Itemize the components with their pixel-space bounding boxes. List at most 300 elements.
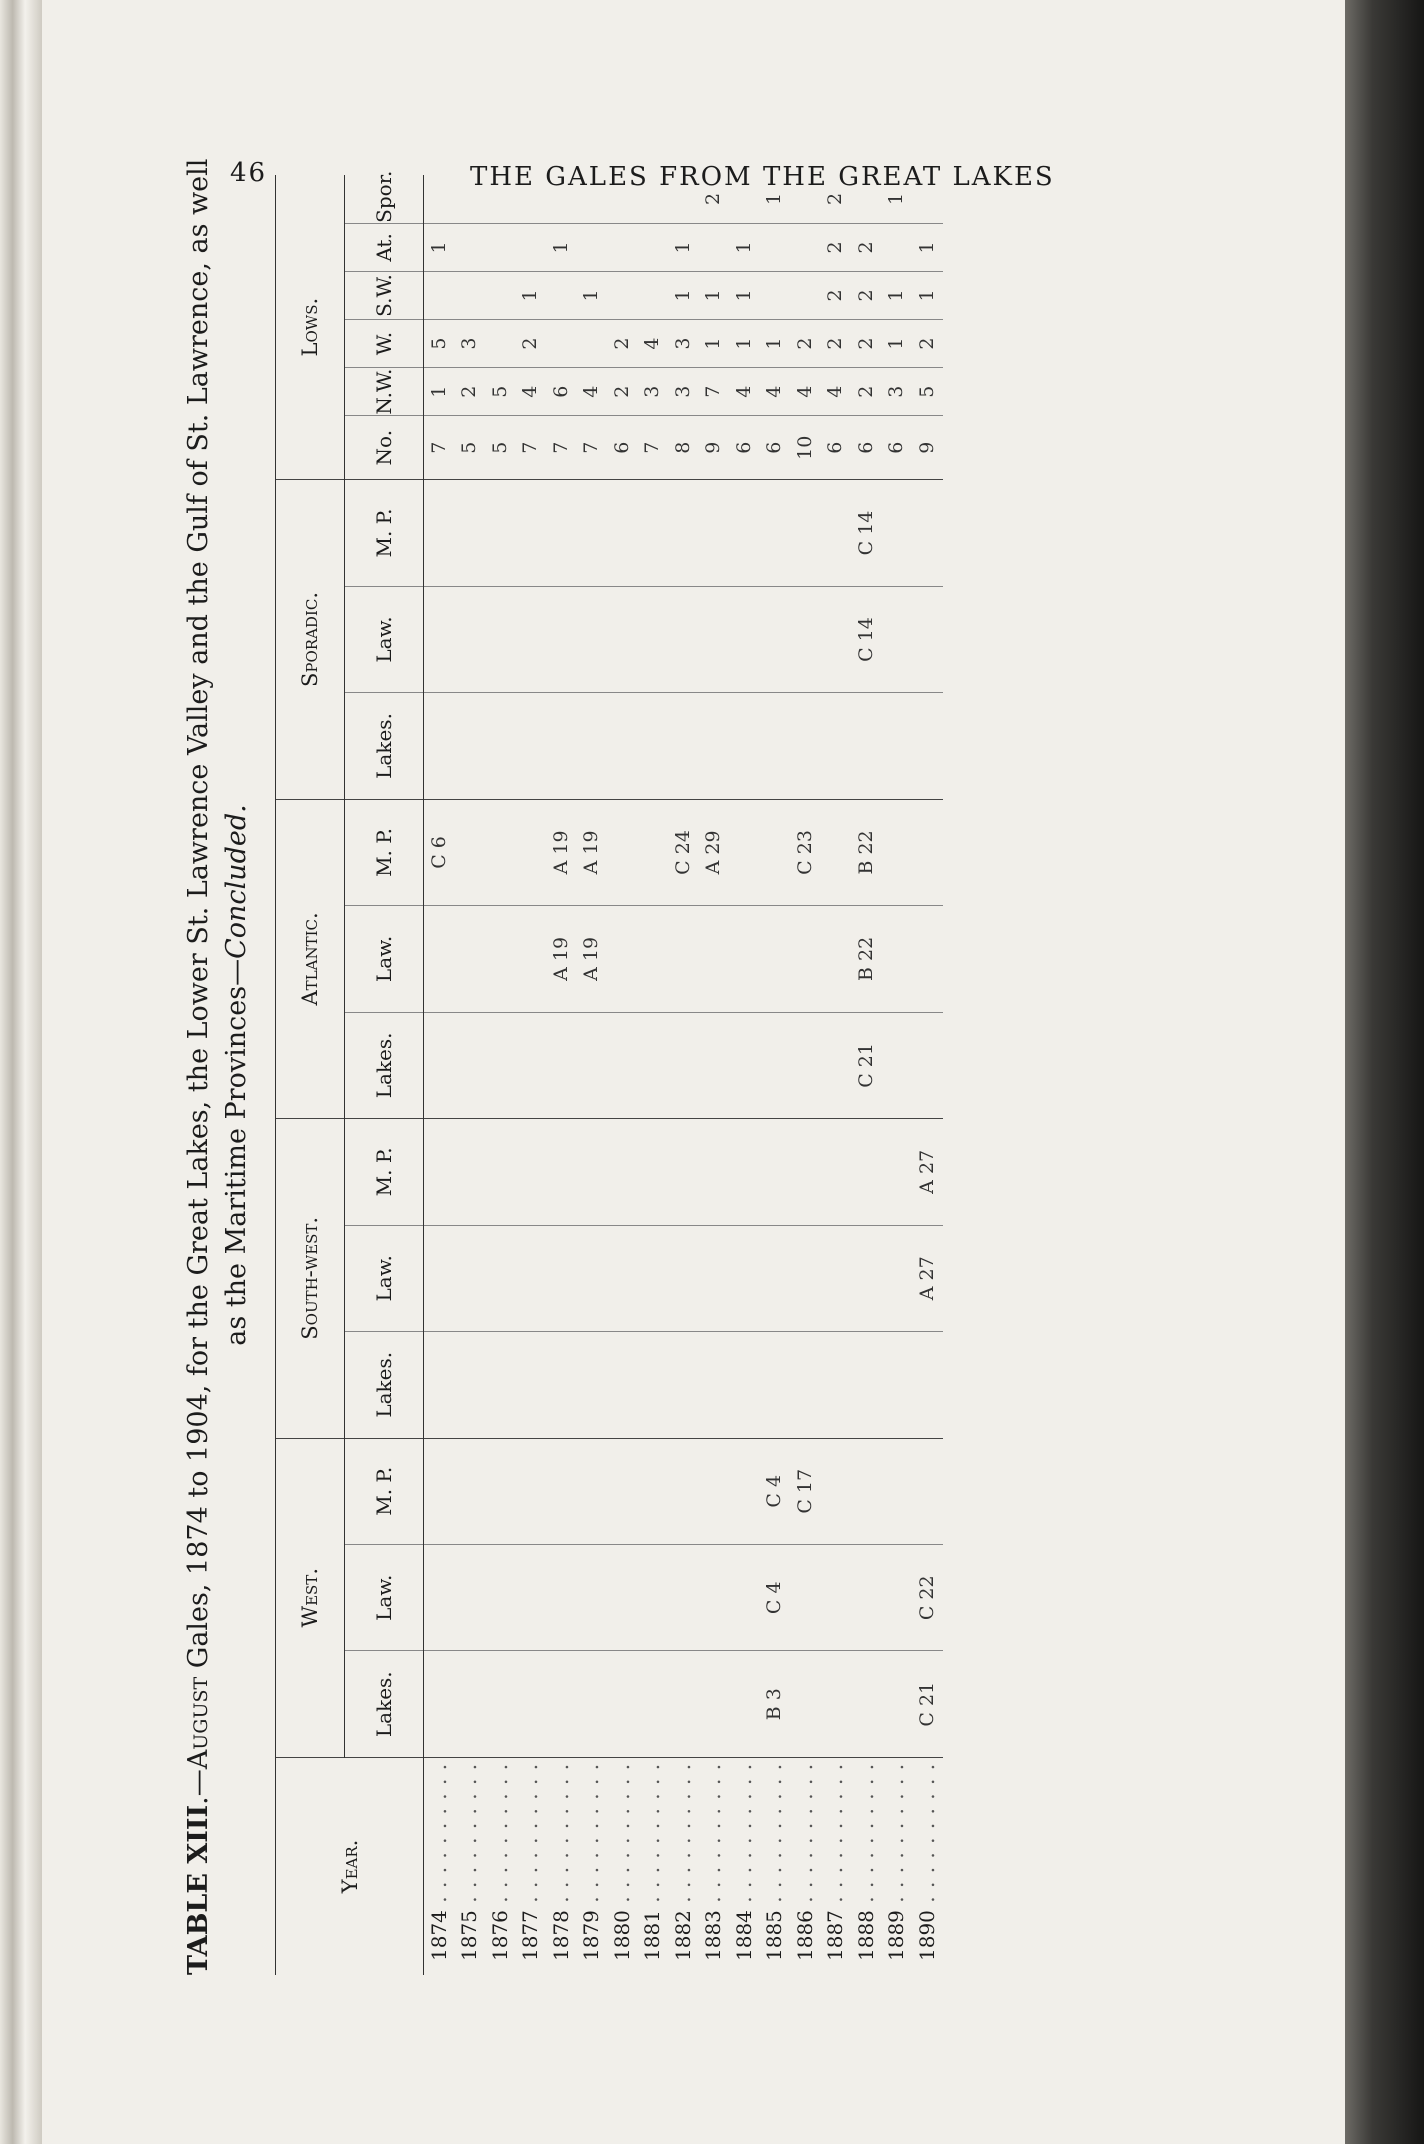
table-cell: 4: [821, 368, 852, 416]
table-cell: 3: [882, 368, 913, 416]
table-cell: [668, 1651, 699, 1757]
table-cell: [790, 586, 821, 692]
table-cell: [882, 586, 913, 692]
table-cell: C 22: [912, 1545, 943, 1651]
table-cell: 3: [668, 368, 699, 416]
table-cell: [760, 271, 791, 319]
table-cell: [607, 693, 638, 799]
table-cell: 1: [668, 223, 699, 271]
table-cell: [485, 586, 516, 692]
table-cell: [729, 1332, 760, 1438]
table-cell: 5: [424, 320, 455, 368]
table-cell: 3: [668, 320, 699, 368]
table-cell: [455, 223, 486, 271]
page-number: 46: [230, 158, 268, 188]
subheader-south-west-law: Law.: [345, 1225, 424, 1331]
table-cell: B 22: [851, 906, 882, 1012]
table-cell: B 3: [760, 1651, 791, 1757]
table-cell: [729, 1119, 760, 1225]
table-cell: [699, 906, 730, 1012]
subheader-atlantic-lakes: Lakes.: [345, 1012, 424, 1118]
table-cell: 1: [882, 271, 913, 319]
table-cell: [851, 175, 882, 223]
table-cell: [546, 1332, 577, 1438]
table-cell: [607, 223, 638, 271]
rotated-table-block: [180, 158, 1260, 1975]
table-cell: 1: [760, 320, 791, 368]
table-cell: [699, 1651, 730, 1757]
table-cell: 3: [638, 368, 669, 416]
table-cell: [546, 271, 577, 319]
table-cell: [760, 1225, 791, 1331]
subheader-lows-sw: S.W.: [345, 271, 424, 319]
table-cell: [729, 175, 760, 223]
table-cell: 9: [912, 416, 943, 480]
table-cell: [851, 1545, 882, 1651]
year-cell: 1884 . . .: [729, 1757, 760, 1975]
table-cell: 4: [790, 368, 821, 416]
table-cell: [577, 1225, 608, 1331]
table-cell: 1: [882, 175, 913, 223]
table-cell: C 21: [851, 1012, 882, 1118]
table-cell: 2: [821, 320, 852, 368]
table-cell: [821, 1332, 852, 1438]
table-cell: 2: [607, 320, 638, 368]
table-cell: [424, 1545, 455, 1651]
table-row: [729, 175, 760, 1975]
table-cell: 8: [668, 416, 699, 480]
year-cell: 1874 . . .: [424, 1757, 455, 1975]
table-cell: [638, 1012, 669, 1118]
table-cell: 6: [821, 416, 852, 480]
table-cell: [729, 1012, 760, 1118]
table-cell: [638, 1332, 669, 1438]
table-cell: 2: [790, 320, 821, 368]
table-cell: [485, 480, 516, 586]
table-cell: 5: [485, 416, 516, 480]
table-cell: [485, 799, 516, 905]
table-cell: 1: [424, 368, 455, 416]
table-cell: 4: [577, 368, 608, 416]
table-cell: 2: [516, 320, 547, 368]
table-number: TABLE XIII: [183, 1804, 214, 1975]
table-cell: [424, 175, 455, 223]
table-cell: 4: [516, 368, 547, 416]
table-cell: 1: [546, 223, 577, 271]
table-cell: [516, 1651, 547, 1757]
table-cell: C 4: [760, 1438, 791, 1545]
table-row: [577, 175, 608, 1975]
year-cell: 1882 . . .: [668, 1757, 699, 1975]
table-cell: [455, 271, 486, 319]
table-cell: 1: [424, 223, 455, 271]
table-cell: [882, 480, 913, 586]
table-cell: [516, 480, 547, 586]
page-header-title: THE GALES FROM THE GREAT LAKES: [470, 162, 1055, 192]
table-cell: A 19: [546, 906, 577, 1012]
table-cell: [790, 1225, 821, 1331]
table-cell: [424, 271, 455, 319]
table-cell: [455, 1225, 486, 1331]
table-cell: C 4: [760, 1545, 791, 1651]
table-cell: [424, 1225, 455, 1331]
table-cell: [424, 693, 455, 799]
table-cell: [668, 175, 699, 223]
table-cell: 2: [851, 320, 882, 368]
year-cell: 1888 . . .: [851, 1757, 882, 1975]
table-cell: [546, 480, 577, 586]
subheader-west-mp: M. P.: [345, 1438, 424, 1545]
table-cell: [607, 175, 638, 223]
table-cell: [546, 1225, 577, 1331]
table-cell: [821, 906, 852, 1012]
year-cell: 1881 . . .: [638, 1757, 669, 1975]
table-cell: [851, 693, 882, 799]
table-cell: [882, 223, 913, 271]
table-cell: C 21: [912, 1651, 943, 1757]
table-cell: [485, 906, 516, 1012]
table-cell: [912, 586, 943, 692]
table-cell: [455, 799, 486, 905]
table-cell: [455, 1119, 486, 1225]
table-cell: [577, 1119, 608, 1225]
table-cell: 2: [821, 175, 852, 223]
table-cell: 2: [607, 368, 638, 416]
table-cell: [699, 586, 730, 692]
table-cell: 5: [912, 368, 943, 416]
table-cell: 9: [699, 416, 730, 480]
table-row: [912, 175, 943, 1975]
table-cell: [607, 1119, 638, 1225]
table-cell: [424, 1438, 455, 1545]
table-cell: [790, 693, 821, 799]
table-cell: [729, 1438, 760, 1545]
group-header-west: West.: [276, 1438, 345, 1757]
subheader-sporadic-lakes: Lakes.: [345, 693, 424, 799]
table-cell: [760, 906, 791, 1012]
table-cell: A 29: [699, 799, 730, 905]
table-head: [276, 170, 424, 1975]
table-cell: [424, 1651, 455, 1757]
table-cell: A 19: [546, 799, 577, 905]
table-cell: [485, 1545, 516, 1651]
table-cell: [607, 1545, 638, 1651]
table-cell: 6: [882, 416, 913, 480]
table-cell: [516, 223, 547, 271]
table-row: [668, 175, 699, 1975]
table-cell: [821, 1651, 852, 1757]
table-cell: 7: [516, 416, 547, 480]
table-body: [424, 175, 943, 1975]
table-cell: 1: [668, 271, 699, 319]
subheader-lows-at: At.: [345, 223, 424, 271]
table-cell: C 6: [424, 799, 455, 905]
table-cell: [760, 223, 791, 271]
table-cell: [485, 320, 516, 368]
table-cell: [455, 175, 486, 223]
table-cell: [699, 480, 730, 586]
table-cell: 7: [577, 416, 608, 480]
table-cell: [638, 480, 669, 586]
table-cell: [577, 586, 608, 692]
table-cell: [668, 1225, 699, 1331]
table-cell: [485, 1012, 516, 1118]
table-cell: [638, 223, 669, 271]
table-cell: 7: [638, 416, 669, 480]
table-cell: [912, 906, 943, 1012]
subheader-south-west-lakes: Lakes.: [345, 1332, 424, 1438]
table-cell: [516, 693, 547, 799]
table-cell: [455, 906, 486, 1012]
table-cell: [455, 480, 486, 586]
table-cell: [760, 1332, 791, 1438]
subheader-sporadic-law: Law.: [345, 586, 424, 692]
table-cell: [424, 906, 455, 1012]
year-header: Year.: [276, 1757, 424, 1975]
table-cell: [821, 1225, 852, 1331]
table-cell: [882, 1438, 913, 1545]
caption-month: August: [183, 1676, 214, 1770]
table-cell: C 14: [851, 586, 882, 692]
table-cell: 2: [851, 368, 882, 416]
table-row: [546, 175, 577, 1975]
table-cell: 1: [577, 271, 608, 319]
table-row: [516, 175, 547, 1975]
subheader-row: [345, 175, 424, 1975]
table-cell: 2: [851, 223, 882, 271]
table-row: [607, 175, 638, 1975]
table-cell: [790, 480, 821, 586]
table-cell: [485, 1332, 516, 1438]
table-cell: 5: [455, 416, 486, 480]
table-cell: 1: [729, 223, 760, 271]
table-cell: [485, 1651, 516, 1757]
year-cell: 1885 . . .: [760, 1757, 791, 1975]
table-cell: 1: [729, 320, 760, 368]
table-cell: [760, 480, 791, 586]
table-cell: [790, 1119, 821, 1225]
table-cell: [729, 1225, 760, 1331]
table-cell: [485, 1119, 516, 1225]
table-cell: 2: [699, 175, 730, 223]
table-cell: [729, 693, 760, 799]
table-cell: [638, 175, 669, 223]
year-cell: 1887 . . .: [821, 1757, 852, 1975]
table-cell: [455, 586, 486, 692]
table-cell: [607, 906, 638, 1012]
table-cell: [668, 1545, 699, 1651]
table-cell: [699, 1545, 730, 1651]
table-row: [424, 175, 455, 1975]
year-cell: 1877 . . .: [516, 1757, 547, 1975]
book-binding-shadow: [1345, 0, 1424, 2144]
year-cell: 1879 . . .: [577, 1757, 608, 1975]
table-cell: 1: [912, 271, 943, 319]
table-cell: [882, 1651, 913, 1757]
table-cell: [699, 1332, 730, 1438]
table-cell: [546, 586, 577, 692]
table-cell: [699, 1225, 730, 1331]
table-cell: [485, 175, 516, 223]
table-cell: [638, 271, 669, 319]
table-cell: [821, 1119, 852, 1225]
table-cell: [851, 1651, 882, 1757]
table-cell: [607, 586, 638, 692]
table-cell: B 22: [851, 799, 882, 905]
year-cell: 1890 . . .: [912, 1757, 943, 1975]
table-cell: [699, 1438, 730, 1545]
table-cell: 3: [455, 320, 486, 368]
table-cell: [729, 906, 760, 1012]
group-header-lows: Lows.: [276, 175, 345, 480]
table-cell: [912, 1012, 943, 1118]
table-row: [760, 175, 791, 1975]
subheader-lows-w: W.: [345, 320, 424, 368]
table-cell: [638, 1438, 669, 1545]
subheader-west-lakes: Lakes.: [345, 1651, 424, 1757]
table-cell: [638, 586, 669, 692]
table-cell: [546, 320, 577, 368]
table-cell: [638, 1651, 669, 1757]
table-cell: [668, 1012, 699, 1118]
table-cell: A 27: [912, 1225, 943, 1331]
table-cell: [577, 480, 608, 586]
table-cell: [638, 906, 669, 1012]
table-cell: 2: [851, 271, 882, 319]
table-cell: [485, 1438, 516, 1545]
table-cell: [638, 1545, 669, 1651]
caption-line-1: [180, 158, 218, 1975]
year-cell: 1875 . . .: [455, 1757, 486, 1975]
table-cell: [729, 1651, 760, 1757]
table-cell: [729, 480, 760, 586]
table-cell: [546, 1545, 577, 1651]
year-cell: 1889 . . .: [882, 1757, 913, 1975]
page-edge-left: [0, 0, 42, 2144]
year-cell: 1878 . . .: [546, 1757, 577, 1975]
table-cell: [577, 1651, 608, 1757]
subheader-lows-spor: Spor.: [345, 175, 424, 223]
table-cell: [668, 1438, 699, 1545]
table-cell: [851, 1438, 882, 1545]
table-cell: A 19: [577, 906, 608, 1012]
year-cell: 1876 . . .: [485, 1757, 516, 1975]
table-cell: [882, 1332, 913, 1438]
table-cell: [424, 1332, 455, 1438]
table-cell: 1: [516, 271, 547, 319]
table-cell: 6: [851, 416, 882, 480]
subheader-atlantic-law: Law.: [345, 906, 424, 1012]
table-cell: [699, 1012, 730, 1118]
table-row: [699, 175, 730, 1975]
table-cell: [851, 1225, 882, 1331]
table-cell: [882, 906, 913, 1012]
table-cell: [668, 586, 699, 692]
table-cell: 5: [485, 368, 516, 416]
table-cell: [790, 175, 821, 223]
table-cell: [821, 799, 852, 905]
table-cell: [607, 271, 638, 319]
table-cell: C 14: [851, 480, 882, 586]
table-cell: [790, 223, 821, 271]
table-cell: [546, 1119, 577, 1225]
table-cell: [760, 799, 791, 905]
table-cell: [821, 480, 852, 586]
caption-dash: .—: [183, 1769, 214, 1805]
table-cell: [790, 1545, 821, 1651]
group-header-sporadic: Sporadic.: [276, 480, 345, 799]
table-cell: [516, 586, 547, 692]
caption-line-2: [218, 175, 256, 1975]
table-cell: 2: [821, 223, 852, 271]
table-cell: [790, 1012, 821, 1118]
table-cell: [912, 480, 943, 586]
table-cell: [790, 271, 821, 319]
table-cell: [668, 480, 699, 586]
table-cell: [760, 1119, 791, 1225]
table-row: [882, 175, 913, 1975]
table-cell: [607, 480, 638, 586]
table-cell: [912, 175, 943, 223]
table-cell: [729, 586, 760, 692]
table-cell: A 27: [912, 1119, 943, 1225]
table-cell: [760, 693, 791, 799]
table-cell: [882, 693, 913, 799]
table-cell: [912, 799, 943, 905]
table-cell: [638, 799, 669, 905]
table-cell: [577, 223, 608, 271]
table-cell: [577, 1545, 608, 1651]
caption-text-2: as the Maritime Provinces—: [221, 958, 252, 1346]
table-cell: [638, 693, 669, 799]
table-cell: [516, 175, 547, 223]
table-cell: [668, 1332, 699, 1438]
table-cell: [485, 223, 516, 271]
table-cell: [424, 586, 455, 692]
table-cell: 1: [760, 175, 791, 223]
table-cell: [485, 1225, 516, 1331]
table-cell: 6: [760, 416, 791, 480]
table-cell: [821, 1012, 852, 1118]
table-cell: [607, 1012, 638, 1118]
subheader-lows-nw: N.W.: [345, 368, 424, 416]
table-cell: [699, 223, 730, 271]
table-cell: [516, 1225, 547, 1331]
table-cell: 1: [729, 271, 760, 319]
table-cell: [699, 1119, 730, 1225]
table-cell: [851, 1332, 882, 1438]
table-cell: [577, 175, 608, 223]
table-cell: [424, 1012, 455, 1118]
year-cell: 1880 . . .: [607, 1757, 638, 1975]
table-cell: 2: [912, 320, 943, 368]
table-cell: 1: [699, 271, 730, 319]
table-cell: [546, 1012, 577, 1118]
group-header-atlantic: Atlantic.: [276, 799, 345, 1118]
table-cell: [516, 1119, 547, 1225]
table-cell: [851, 1119, 882, 1225]
table-cell: [699, 693, 730, 799]
table-cell: [912, 1332, 943, 1438]
table-cell: [607, 1332, 638, 1438]
table-cell: 2: [455, 368, 486, 416]
table-cell: [668, 693, 699, 799]
table-cell: 4: [760, 368, 791, 416]
table-cell: 1: [882, 320, 913, 368]
table-cell: 1: [699, 320, 730, 368]
table-cell: C 23: [790, 799, 821, 905]
table-cell: C 24: [668, 799, 699, 905]
